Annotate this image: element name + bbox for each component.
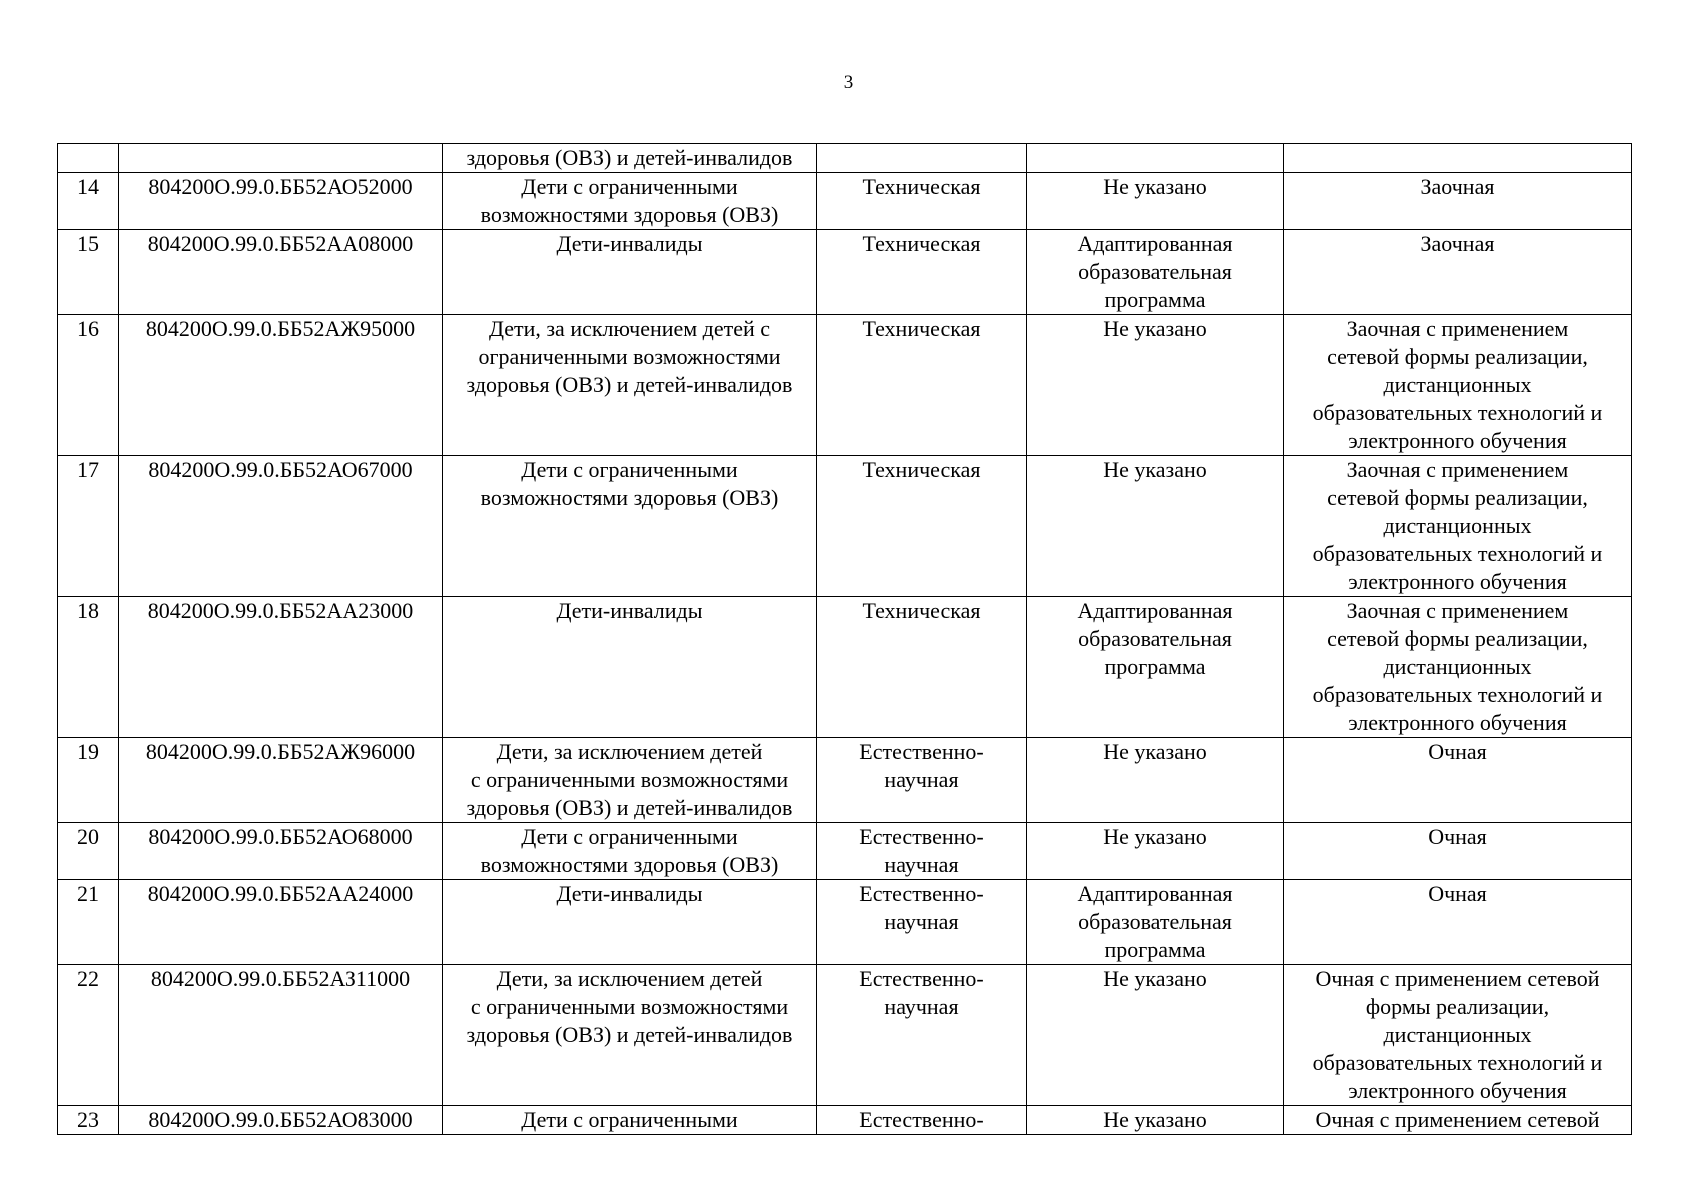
cell-direction: Естественно-: [817, 1106, 1027, 1135]
cell-form: [1284, 144, 1632, 173]
cell-code: 804200О.99.0.ББ52АЖ96000: [119, 738, 443, 823]
cell-code: 804200О.99.0.ББ52АО68000: [119, 823, 443, 880]
table-row-continuation: [58, 144, 1632, 173]
table-row: [58, 230, 1632, 315]
cell-number: 16: [58, 315, 119, 456]
cell-category: Дети-инвалиды: [443, 230, 817, 315]
cell-direction: Техническая: [817, 173, 1027, 230]
cell-form: Очная: [1284, 880, 1632, 965]
cell-category: Дети, за исключением детей с ограниченными возможностями здоровья (ОВЗ) и детей-инвалидов: [443, 738, 817, 823]
cell-program: Не указано: [1027, 173, 1284, 230]
cell-number: 21: [58, 880, 119, 965]
cell-number: [58, 144, 119, 173]
cell-direction: Естественно- научная: [817, 738, 1027, 823]
cell-form: Заочная: [1284, 230, 1632, 315]
table-row: [58, 823, 1632, 880]
cell-program: Не указано: [1027, 965, 1284, 1106]
cell-code: 804200О.99.0.ББ52АЗ11000: [119, 965, 443, 1106]
cell-number: 19: [58, 738, 119, 823]
cell-form: Очная: [1284, 738, 1632, 823]
cell-direction: Естественно- научная: [817, 965, 1027, 1106]
cell-direction: Техническая: [817, 230, 1027, 315]
cell-category: Дети с ограниченными возможностями здоровья (ОВЗ): [443, 173, 817, 230]
cell-direction: Техническая: [817, 315, 1027, 456]
cell-category: Дети, за исключением детей с ограниченными возможностями здоровья (ОВЗ) и детей-инвалидов: [443, 965, 817, 1106]
cell-direction: Техническая: [817, 456, 1027, 597]
table-row: [58, 738, 1632, 823]
cell-code: 804200О.99.0.ББ52АО67000: [119, 456, 443, 597]
table-row: [58, 1106, 1632, 1135]
cell-category: Дети-инвалиды: [443, 880, 817, 965]
cell-form: Очная с применением сетевой формы реализации, дистанционных образовательных технологий и электронного обучения: [1284, 965, 1632, 1106]
cell-program: Не указано: [1027, 315, 1284, 456]
cell-code: 804200О.99.0.ББ52АО83000: [119, 1106, 443, 1135]
cell-direction: Естественно- научная: [817, 823, 1027, 880]
cell-program: Не указано: [1027, 823, 1284, 880]
cell-category: Дети с ограниченными возможностями здоровья (ОВЗ): [443, 823, 817, 880]
cell-number: 14: [58, 173, 119, 230]
cell-category: Дети-инвалиды: [443, 597, 817, 738]
cell-form: Заочная с применением сетевой формы реализации, дистанционных образовательных технологий и электронного обучения: [1284, 315, 1632, 456]
cell-direction: Естественно- научная: [817, 880, 1027, 965]
cell-program: Адаптированная образовательная программа: [1027, 597, 1284, 738]
cell-code: 804200О.99.0.ББ52АА08000: [119, 230, 443, 315]
cell-number: 17: [58, 456, 119, 597]
cell-program: [1027, 144, 1284, 173]
table-row: [58, 315, 1632, 456]
cell-form: Заочная с применением сетевой формы реализации, дистанционных образовательных технологий и электронного обучения: [1284, 456, 1632, 597]
cell-code: [119, 144, 443, 173]
page-number: 3: [843, 72, 854, 93]
cell-number: 18: [58, 597, 119, 738]
table-body: [58, 144, 1632, 1135]
cell-code: 804200О.99.0.ББ52АА24000: [119, 880, 443, 965]
cell-code: 804200О.99.0.ББ52АО52000: [119, 173, 443, 230]
cell-direction: [817, 144, 1027, 173]
cell-program: Адаптированная образовательная программа: [1027, 880, 1284, 965]
table-row: [58, 965, 1632, 1106]
cell-number: 22: [58, 965, 119, 1106]
cell-category: Дети с ограниченными возможностями здоровья (ОВЗ): [443, 456, 817, 597]
cell-number: 23: [58, 1106, 119, 1135]
cell-code: 804200О.99.0.ББ52АА23000: [119, 597, 443, 738]
cell-number: 20: [58, 823, 119, 880]
cell-form: Заочная: [1284, 173, 1632, 230]
services-table: [57, 143, 1632, 1135]
cell-program: Не указано: [1027, 738, 1284, 823]
cell-form: Очная с применением сетевой: [1284, 1106, 1632, 1135]
cell-form: Очная: [1284, 823, 1632, 880]
cell-category: Дети, за исключением детей с ограниченными возможностями здоровья (ОВЗ) и детей-инвалидов: [443, 315, 817, 456]
table-row: [58, 456, 1632, 597]
cell-program: Не указано: [1027, 1106, 1284, 1135]
table-row: [58, 880, 1632, 965]
table-row: [58, 173, 1632, 230]
cell-form: Заочная с применением сетевой формы реализации, дистанционных образовательных технологий и электронного обучения: [1284, 597, 1632, 738]
cell-direction: Техническая: [817, 597, 1027, 738]
cell-program: Не указано: [1027, 456, 1284, 597]
table-row: [58, 597, 1632, 738]
cell-category: здоровья (ОВЗ) и детей-инвалидов: [443, 144, 817, 173]
cell-code: 804200О.99.0.ББ52АЖ95000: [119, 315, 443, 456]
cell-number: 15: [58, 230, 119, 315]
cell-category: Дети с ограниченными: [443, 1106, 817, 1135]
cell-program: Адаптированная образовательная программа: [1027, 230, 1284, 315]
